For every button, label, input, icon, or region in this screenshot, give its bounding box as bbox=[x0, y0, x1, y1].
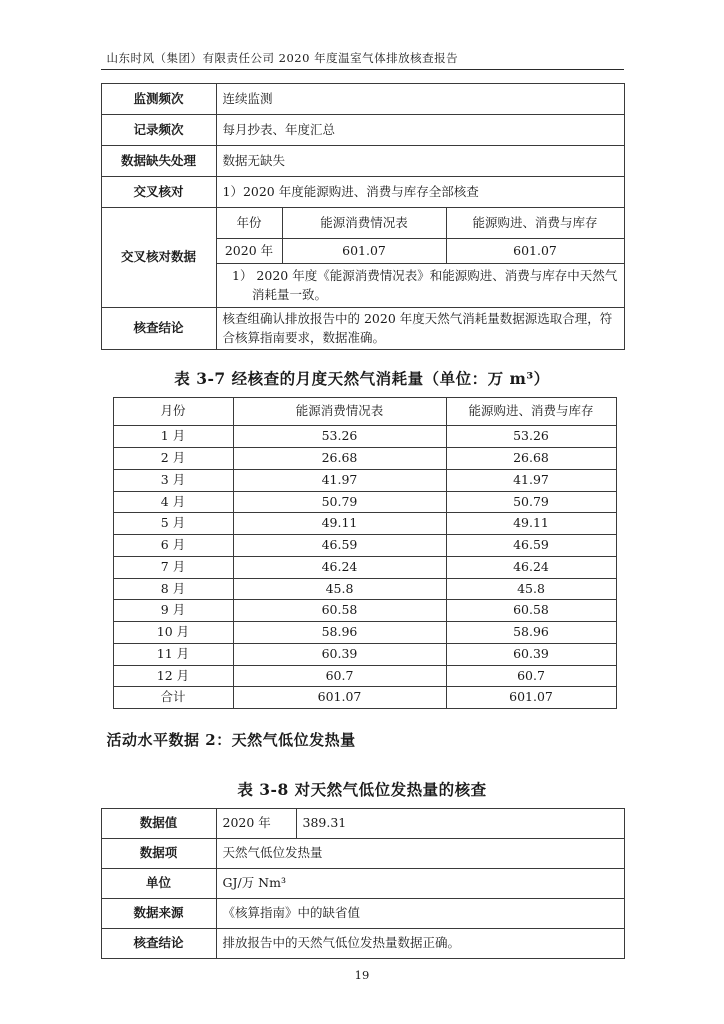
value-cell: 49.11 bbox=[446, 513, 616, 535]
table-row bbox=[101, 929, 624, 959]
table-row bbox=[101, 84, 624, 115]
table-row bbox=[101, 177, 624, 208]
value-cell: 49.11 bbox=[233, 513, 446, 535]
table-row bbox=[113, 426, 616, 448]
table-row bbox=[101, 899, 624, 929]
value-cell: 60.7 bbox=[233, 665, 446, 687]
col-month: 月份 bbox=[113, 398, 233, 426]
row-value: 天然气低位发热量 bbox=[216, 839, 624, 869]
value-cell: 26.68 bbox=[446, 448, 616, 470]
row-label: 数据值 bbox=[101, 809, 216, 839]
row-value: 连续监测 bbox=[216, 84, 624, 115]
month-cell: 12 月 bbox=[113, 665, 233, 687]
row-value: 数据无缺失 bbox=[216, 146, 624, 177]
month-cell: 2 月 bbox=[113, 448, 233, 470]
table-row bbox=[101, 146, 624, 177]
cross-check-value-1: 601.07 bbox=[282, 239, 446, 264]
month-cell: 4 月 bbox=[113, 491, 233, 513]
data-value-year: 2020 年 bbox=[216, 809, 296, 839]
table-row bbox=[101, 839, 624, 869]
cross-check-value-2: 601.07 bbox=[446, 239, 624, 264]
value-cell: 50.79 bbox=[446, 491, 616, 513]
month-cell: 3 月 bbox=[113, 469, 233, 491]
value-cell: 45.8 bbox=[446, 578, 616, 600]
col-consumption-sheet: 能源消费情况表 bbox=[233, 398, 446, 426]
month-cell: 7 月 bbox=[113, 556, 233, 578]
row-label: 单位 bbox=[101, 869, 216, 899]
table-3-7-title: 表 3-7 经核查的月度天然气消耗量（单位：万 m³） bbox=[174, 369, 550, 389]
row-label: 核查结论 bbox=[101, 307, 216, 350]
row-label: 交叉核对数据 bbox=[101, 208, 216, 308]
table-row bbox=[113, 556, 616, 578]
value-cell: 60.39 bbox=[446, 643, 616, 665]
cross-check-header-row bbox=[101, 208, 624, 239]
value-cell: 50.79 bbox=[233, 491, 446, 513]
value-cell: 26.68 bbox=[233, 448, 446, 470]
monitoring-info-table bbox=[101, 83, 625, 350]
month-cell: 9 月 bbox=[113, 600, 233, 622]
table-row bbox=[113, 513, 616, 535]
total-value: 601.07 bbox=[446, 687, 616, 709]
cross-check-note: 1） 2020 年度《能源消费情况表》和能源购进、消费与库存中天然气消耗量一致。 bbox=[232, 268, 618, 303]
value-cell: 60.39 bbox=[233, 643, 446, 665]
monthly-table-header bbox=[113, 398, 616, 426]
cross-check-year: 2020 年 bbox=[216, 239, 282, 264]
table-row bbox=[113, 622, 616, 644]
table-row bbox=[113, 448, 616, 470]
row-label: 交叉核对 bbox=[101, 177, 216, 208]
value-cell: 46.24 bbox=[233, 556, 446, 578]
total-value: 601.07 bbox=[233, 687, 446, 709]
table-row bbox=[101, 115, 624, 146]
month-cell: 10 月 bbox=[113, 622, 233, 644]
total-label: 合计 bbox=[113, 687, 233, 709]
conclusion-value: 核查组确认排放报告中的 2020 年度天然气消耗量数据源选取合理，符合核算指南要求，数据准确。 bbox=[216, 307, 624, 350]
month-cell: 8 月 bbox=[113, 578, 233, 600]
cross-check-col-purchase: 能源购进、消费与库存 bbox=[446, 208, 624, 239]
value-cell: 46.24 bbox=[446, 556, 616, 578]
month-cell: 1 月 bbox=[113, 426, 233, 448]
cross-check-note-cell bbox=[216, 264, 624, 308]
value-cell: 58.96 bbox=[233, 622, 446, 644]
document-header: 山东时风（集团）有限责任公司 2020 年度温室气体排放核查报告 bbox=[101, 50, 624, 70]
value-cell: 46.59 bbox=[233, 535, 446, 557]
heating-value-table bbox=[101, 808, 625, 959]
row-label: 数据缺失处理 bbox=[101, 146, 216, 177]
table-row bbox=[113, 643, 616, 665]
row-value: 每月抄表、年度汇总 bbox=[216, 115, 624, 146]
value-cell: 60.7 bbox=[446, 665, 616, 687]
row-value: 排放报告中的天然气低位发热量数据正确。 bbox=[216, 929, 624, 959]
table-row bbox=[113, 600, 616, 622]
value-cell: 58.96 bbox=[446, 622, 616, 644]
page-number: 19 bbox=[354, 968, 370, 982]
table-3-8-title: 表 3-8 对天然气低位发热量的核查 bbox=[237, 780, 487, 799]
data-value-number: 389.31 bbox=[296, 809, 624, 839]
row-label: 核查结论 bbox=[101, 929, 216, 959]
page-content bbox=[101, 0, 624, 982]
row-label: 记录频次 bbox=[101, 115, 216, 146]
row-label: 数据来源 bbox=[101, 899, 216, 929]
row-label: 数据项 bbox=[101, 839, 216, 869]
row-value: GJ/万 Nm³ bbox=[216, 869, 624, 899]
row-value: 1）2020 年度能源购进、消费与库存全部核查 bbox=[216, 177, 624, 208]
value-cell: 45.8 bbox=[233, 578, 446, 600]
table-row bbox=[113, 491, 616, 513]
section-heading-activity-data-2: 活动水平数据 2：天然气低位发热量 bbox=[106, 731, 356, 749]
table-row bbox=[113, 535, 616, 557]
month-cell: 11 月 bbox=[113, 643, 233, 665]
table-row bbox=[101, 869, 624, 899]
row-value: 《核算指南》中的缺省值 bbox=[216, 899, 624, 929]
monthly-consumption-table bbox=[113, 397, 617, 709]
value-cell: 41.97 bbox=[233, 469, 446, 491]
value-cell: 53.26 bbox=[446, 426, 616, 448]
cross-check-col-year: 年份 bbox=[216, 208, 282, 239]
month-cell: 6 月 bbox=[113, 535, 233, 557]
table-row bbox=[113, 578, 616, 600]
cross-check-col-consumption: 能源消费情况表 bbox=[282, 208, 446, 239]
table-row bbox=[113, 665, 616, 687]
table-row bbox=[113, 469, 616, 491]
value-cell: 41.97 bbox=[446, 469, 616, 491]
row-label: 监测频次 bbox=[101, 84, 216, 115]
value-cell: 60.58 bbox=[446, 600, 616, 622]
col-purchase-stock: 能源购进、消费与库存 bbox=[446, 398, 616, 426]
month-cell: 5 月 bbox=[113, 513, 233, 535]
total-row bbox=[113, 687, 616, 709]
conclusion-row bbox=[101, 307, 624, 350]
value-cell: 60.58 bbox=[233, 600, 446, 622]
data-value-row bbox=[101, 809, 624, 839]
value-cell: 46.59 bbox=[446, 535, 616, 557]
value-cell: 53.26 bbox=[233, 426, 446, 448]
